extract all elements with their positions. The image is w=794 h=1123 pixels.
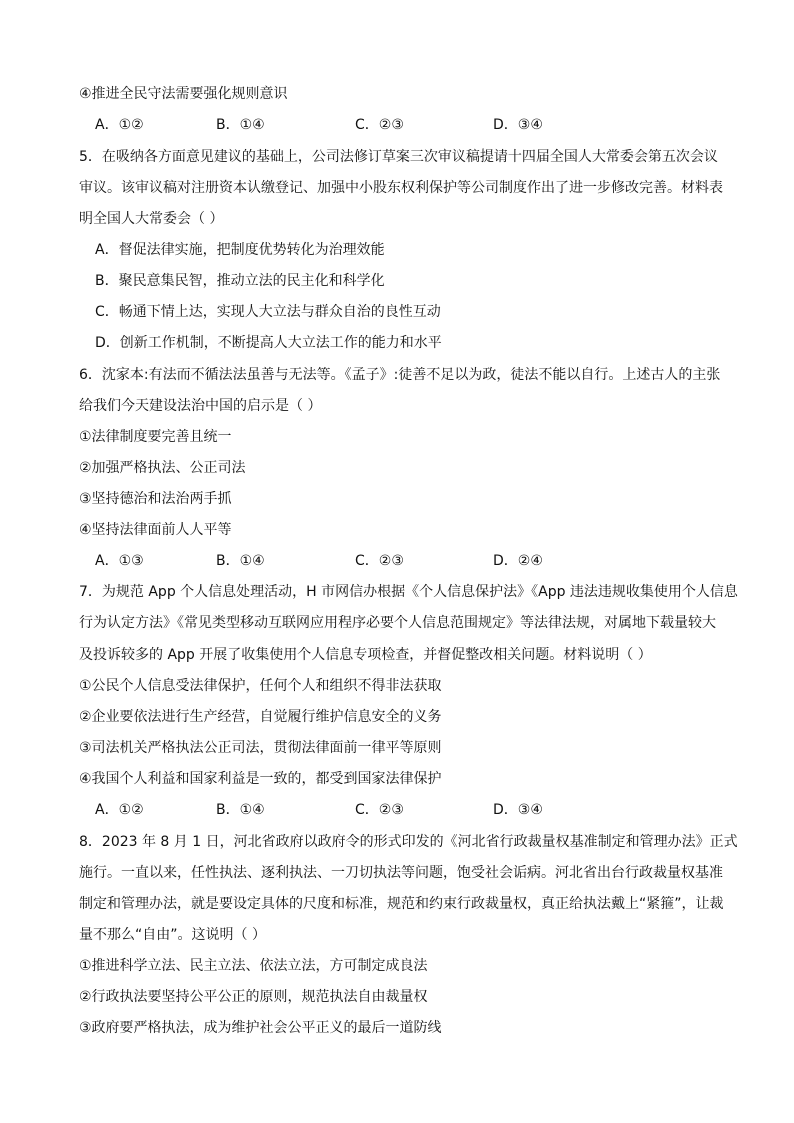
q4-option-a[interactable]: A．①② [95, 117, 144, 133]
q8-stem-line-1: 8．2023 年 8 月 1 日，河北省政府以政府令的形式印发的《河北省行政裁量权基准制定和管理办法》正式 [79, 834, 738, 850]
q7-stem-line-2: 行为认定方法》《常见类型移动互联网应用程序必要个人信息范围规定》等法律法规，对属地下载量较大 [79, 615, 716, 631]
q7-stem-line-1: 7．为规范 App 个人信息处理活动，H 市网信办根据《个人信息保护法》《App 违法违规收集使用个人信息 [79, 584, 738, 600]
q7-stem-line-3: 及投诉较多的 App 开展了收集使用个人信息专项检查，并督促整改相关问题。材料说明（ ） [79, 647, 652, 663]
q7-option-c[interactable]: C．②③ [355, 802, 404, 818]
q7-option-d[interactable]: D．③④ [493, 802, 543, 818]
q4-option-c[interactable]: C．②③ [355, 117, 404, 133]
q5-option-a[interactable]: A．督促法律实施，把制度优势转化为治理效能 [95, 242, 385, 258]
q7-statement-3: ③司法机关严格执法公正司法，贯彻法律面前一律平等原则 [79, 740, 442, 756]
q8-stem-line-3: 制定和管理办法，就是要设定具体的尺度和标准，规范和约束行政裁量权，真正给执法戴上“紧箍”，让裁 [79, 896, 724, 912]
q5-stem-line-3: 明全国人大常委会（ ） [79, 211, 224, 227]
q8-stem-line-2: 施行。一直以来，任性执法、逐利执法、一刀切执法等问题，饱受社会诟病。河北省出台行政裁量权基准 [79, 865, 723, 881]
q7-statement-1: ①公民个人信息受法律保护，任何个人和组织不得非法获取 [79, 678, 442, 694]
q6-option-a[interactable]: A．①③ [95, 553, 144, 569]
q5-stem-line-1: 5．在吸纳各方面意见建议的基础上，公司法修订草案三次审议稿提请十四届全国人大常委会第五次会议 [79, 149, 718, 165]
q8-stem-line-4: 量不那么“自由”。这说明（ ） [79, 927, 266, 943]
q6-statement-3: ③坚持德治和法治两手抓 [79, 491, 232, 507]
q4-statement-4: ④推进全民守法需要强化规则意识 [79, 86, 288, 102]
q8-statement-1: ①推进科学立法、民主立法、依法立法，方可制定成良法 [79, 958, 428, 974]
q4-option-d[interactable]: D．③④ [493, 117, 543, 133]
q8-statement-2: ②行政执法要坚持公平公正的原则，规范执法自由裁量权 [79, 989, 428, 1005]
q8-statement-3: ③政府要严格执法，成为维护社会公平正义的最后一道防线 [79, 1020, 442, 1036]
q5-option-b[interactable]: B．聚民意集民智，推动立法的民主化和科学化 [95, 273, 385, 289]
q6-stem-line-1: 6．沈家本:有法而不循法法虽善与无法等。《孟子》:徒善不足以为政，徒法不能以自行。上述古人的主张 [79, 367, 721, 383]
q6-stem-line-2: 给我们今天建设法治中国的启示是（ ） [79, 398, 322, 414]
q6-option-d[interactable]: D．②④ [493, 553, 543, 569]
q7-statement-2: ②企业要依法进行生产经营，自觉履行维护信息安全的义务 [79, 709, 442, 725]
q5-option-c[interactable]: C．畅通下情上达，实现人大立法与群众自治的良性互动 [95, 304, 441, 320]
q6-statement-4: ④坚持法律面前人人平等 [79, 522, 232, 538]
q6-option-b[interactable]: B．①④ [216, 553, 265, 569]
q6-option-c[interactable]: C．②③ [355, 553, 404, 569]
q7-option-a[interactable]: A．①② [95, 802, 144, 818]
q5-stem-line-2: 审议。该审议稿对注册资本认缴登记、加强中小股东权利保护等公司制度作出了进一步修改完善。材料表 [79, 180, 723, 196]
q6-statement-2: ②加强严格执法、公正司法 [79, 460, 246, 476]
q7-option-b[interactable]: B．①④ [216, 802, 265, 818]
q5-option-d[interactable]: D．创新工作机制，不断提高人大立法工作的能力和水平 [95, 335, 442, 351]
q6-statement-1: ①法律制度要完善且统一 [79, 429, 232, 445]
q4-option-b[interactable]: B．①④ [216, 117, 265, 133]
q7-statement-4: ④我国个人利益和国家利益是一致的，都受到国家法律保护 [79, 771, 442, 787]
